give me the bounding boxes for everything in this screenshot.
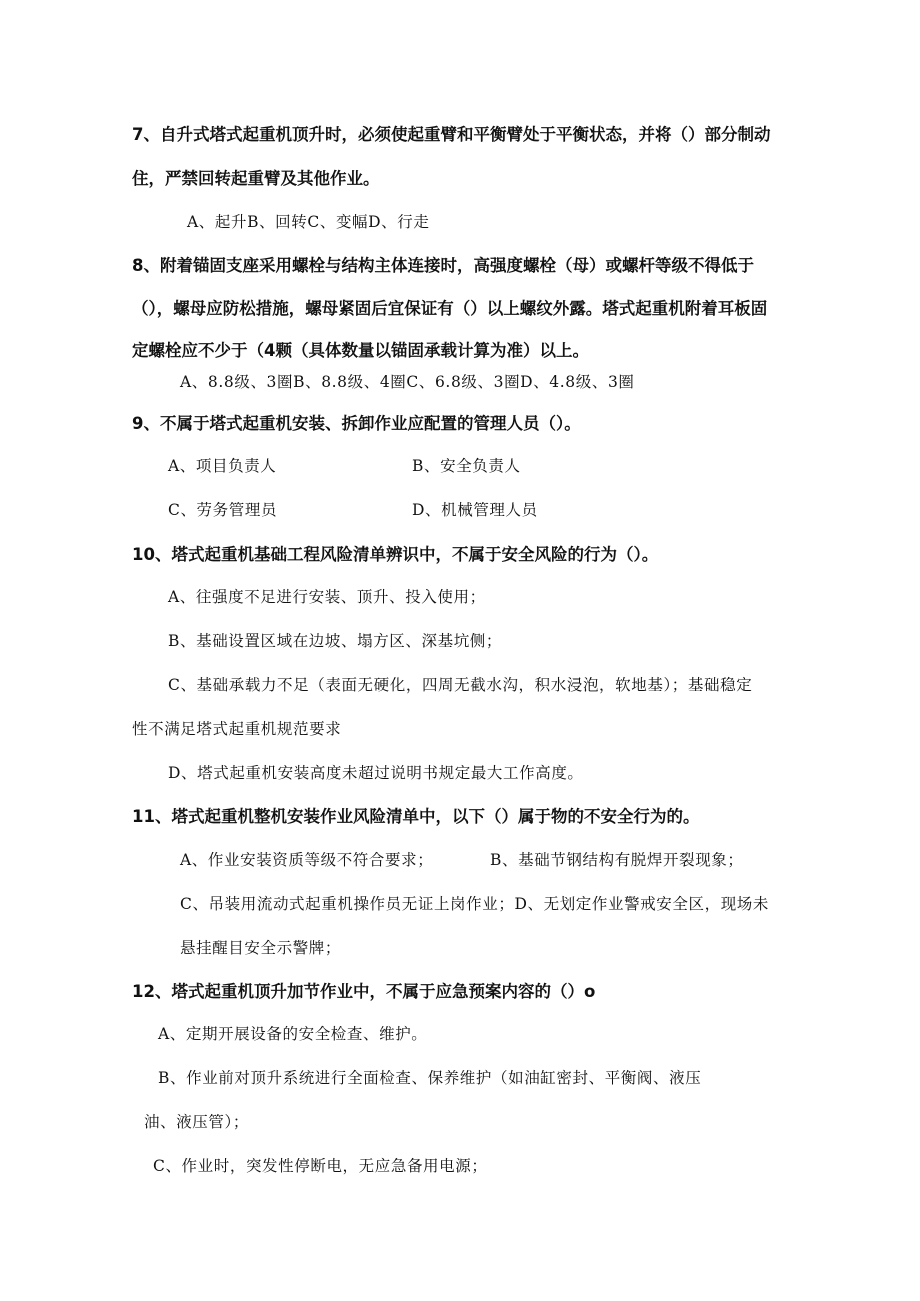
question-12-option-a: A、定期开展设备的安全检查、维护。 — [158, 1025, 428, 1043]
question-11-option-b: B、基础节钢结构有脱焊开裂现象； — [490, 851, 744, 869]
question-10-option-c-line1: C、基础承载力不足（表面无硬化，四周无截水沟，积水浸泡，软地基）；基础稳定 — [168, 676, 753, 694]
question-11-option-cd-line1: C、吊装用流动式起重机操作员无证上岗作业；D、无划定作业警戒安全区，现场未 — [180, 895, 769, 913]
question-9-option-b: B、安全负责人 — [412, 457, 521, 475]
question-10-option-b: B、基础设置区域在边坡、塌方区、深基坑侧； — [168, 632, 502, 650]
question-11-option-a: A、作业安装资质等级不符合要求； — [180, 851, 434, 869]
question-8-text-line2: （），螺母应防松措施，螺母紧固后宜保证有（）以上螺纹外露。塔式起重机附着耳板固 — [132, 299, 768, 318]
question-7-text-line2: 住，严禁回转起重臂及其他作业。 — [132, 169, 380, 188]
question-8-options: A、8.8级、3圈B、8.8级、4圈C、6.8级、3圈D、4.8级、3圈 — [180, 373, 635, 391]
question-10-option-d: D、塔式起重机安装高度未超过说明书规定最大工作高度。 — [168, 764, 584, 782]
question-9-option-c: C、劳务管理员 — [168, 501, 278, 519]
question-8-text-line3: 定螺栓应不少于（4颗（具体数量以锚固承载计算为准）以上。 — [132, 341, 589, 360]
question-12-option-b-line1: B、作业前对顶升系统进行全面检查、保养维护（如油缸密封、平衡阀、液压 — [158, 1069, 702, 1087]
question-9-option-a: A、项目负责人 — [168, 457, 277, 475]
question-12-option-b-line2: 油、液压管）； — [144, 1113, 249, 1131]
question-11-text: 11、塔式起重机整机安装作业风险清单中，以下（）属于物的不安全行为的。 — [132, 807, 700, 826]
question-10-option-a: A、往强度不足进行安装、顶升、投入使用； — [168, 588, 486, 606]
question-9-text: 9、不属于塔式起重机安装、拆卸作业应配置的管理人员（）。 — [132, 414, 581, 433]
question-12-option-c: C、作业时，突发性停断电，无应急备用电源； — [153, 1157, 488, 1175]
question-7-options: A、起升B、回转C、变幅D、行走 — [187, 213, 430, 231]
question-10-option-c-line2: 性不满足塔式起重机规范要求 — [132, 720, 342, 738]
question-8-text-line1: 8、附着锚固支座采用螺栓与结构主体连接时，高强度螺栓（母）或螺杆等级不得低于 — [132, 256, 754, 275]
question-9-option-d: D、机械管理人员 — [412, 501, 538, 519]
question-10-text: 10、塔式起重机基础工程风险清单辨识中，不属于安全风险的行为（）。 — [132, 545, 659, 564]
question-12-text: 12、塔式起重机顶升加节作业中，不属于应急预案内容的（）o — [132, 982, 596, 1001]
question-11-option-cd-line2: 悬挂醒目安全示警牌； — [180, 939, 342, 957]
question-7-text-line1: 7、自升式塔式起重机顶升时，必须使起重臂和平衡臂处于平衡状态，并将（）部分制动 — [132, 125, 771, 144]
